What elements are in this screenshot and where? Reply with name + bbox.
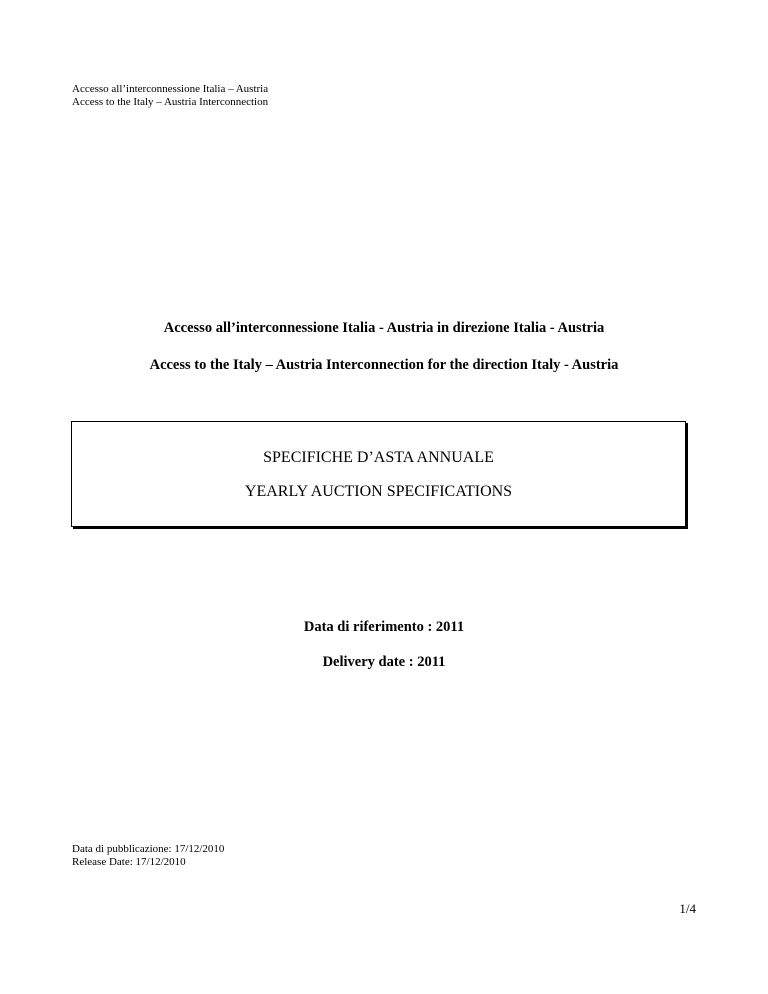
document-title-italian: Accesso all’interconnessione Italia - Austria in direzione Italia - Austria [163, 320, 605, 336]
specifications-heading-english: YEARLY AUCTION SPECIFICATIONS [244, 483, 513, 500]
document-title-english: Access to the Italy – Austria Interconnection for the direction Italy - Austria [149, 357, 619, 373]
header-line-italian: Accesso all’interconnessione Italia – Austria [72, 83, 269, 95]
publication-date-italian: Data di pubblicazione: 17/12/2010 [72, 843, 225, 855]
specifications-heading-italian: SPECIFICHE D’ASTA ANNUALE [263, 449, 494, 466]
delivery-date-english: Delivery date : 2011 [322, 654, 446, 670]
page-header [72, 83, 268, 109]
release-date-english: Release Date: 17/12/2010 [72, 856, 186, 868]
publication-info [72, 843, 224, 869]
page-number: 1/4 [679, 901, 696, 916]
header-line-english: Access to the Italy – Austria Interconnection [72, 96, 269, 108]
reference-date-italian: Data di riferimento : 2011 [303, 619, 465, 635]
specifications-box [71, 421, 686, 527]
